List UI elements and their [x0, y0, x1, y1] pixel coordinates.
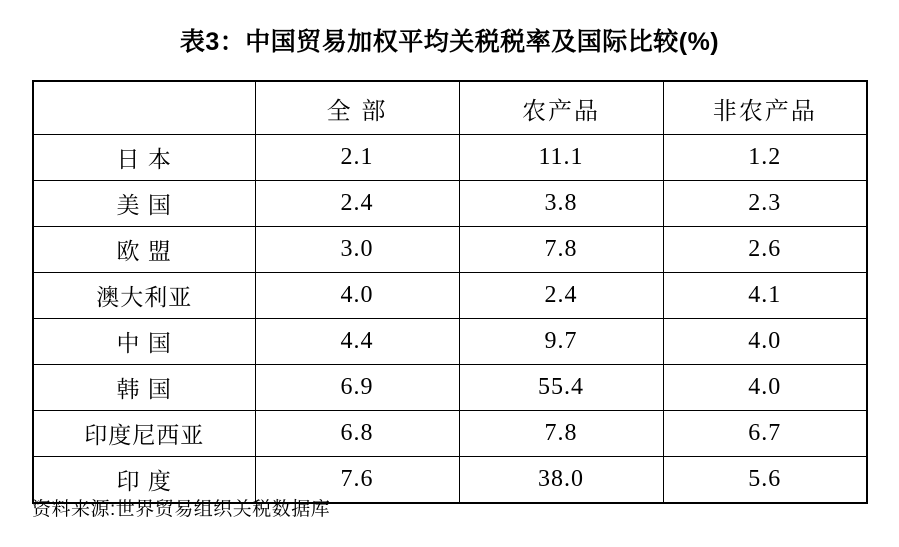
cell-agricultural: 11.1 [459, 135, 663, 181]
row-label: 印度尼西亚 [33, 411, 255, 457]
table-row [33, 411, 867, 457]
cell-agricultural: 3.8 [459, 181, 663, 227]
row-label: 美 国 [33, 181, 255, 227]
cell-non-agricultural: 2.6 [663, 227, 867, 273]
table-corner-cell [33, 81, 255, 135]
cell-non-agricultural: 4.0 [663, 365, 867, 411]
column-header-non-agricultural: 非农产品 [663, 81, 867, 135]
cell-total: 7.6 [255, 457, 459, 504]
table-body [33, 135, 867, 504]
cell-agricultural: 38.0 [459, 457, 663, 504]
cell-total: 6.9 [255, 365, 459, 411]
table-row [33, 227, 867, 273]
cell-non-agricultural: 1.2 [663, 135, 867, 181]
row-label: 印 度 [33, 457, 255, 504]
row-label: 中 国 [33, 319, 255, 365]
cell-total: 3.0 [255, 227, 459, 273]
cell-non-agricultural: 2.3 [663, 181, 867, 227]
row-label: 韩 国 [33, 365, 255, 411]
cell-agricultural: 9.7 [459, 319, 663, 365]
cell-agricultural: 2.4 [459, 273, 663, 319]
cell-agricultural: 55.4 [459, 365, 663, 411]
row-label: 欧 盟 [33, 227, 255, 273]
cell-agricultural: 7.8 [459, 411, 663, 457]
cell-non-agricultural: 5.6 [663, 457, 867, 504]
row-label: 日 本 [33, 135, 255, 181]
cell-total: 2.4 [255, 181, 459, 227]
table-header [33, 81, 867, 135]
table-row [33, 135, 867, 181]
table-row [33, 319, 867, 365]
cell-non-agricultural: 6.7 [663, 411, 867, 457]
table-container [32, 80, 867, 504]
table-header-row [33, 81, 867, 135]
table-row [33, 273, 867, 319]
tariff-table [32, 80, 868, 504]
column-header-total: 全 部 [255, 81, 459, 135]
cell-total: 4.4 [255, 319, 459, 365]
cell-total: 2.1 [255, 135, 459, 181]
row-label: 澳大利亚 [33, 273, 255, 319]
page-title: 表3：中国贸易加权平均关税税率及国际比较(%) [179, 28, 720, 56]
cell-non-agricultural: 4.1 [663, 273, 867, 319]
cell-non-agricultural: 4.0 [663, 319, 867, 365]
table-row [33, 181, 867, 227]
table-row [33, 365, 867, 411]
cell-agricultural: 7.8 [459, 227, 663, 273]
cell-total: 6.8 [255, 411, 459, 457]
source-note: 资料来源:世界贸易组织关税数据库 [32, 499, 331, 520]
cell-total: 4.0 [255, 273, 459, 319]
column-header-agricultural: 农产品 [459, 81, 663, 135]
